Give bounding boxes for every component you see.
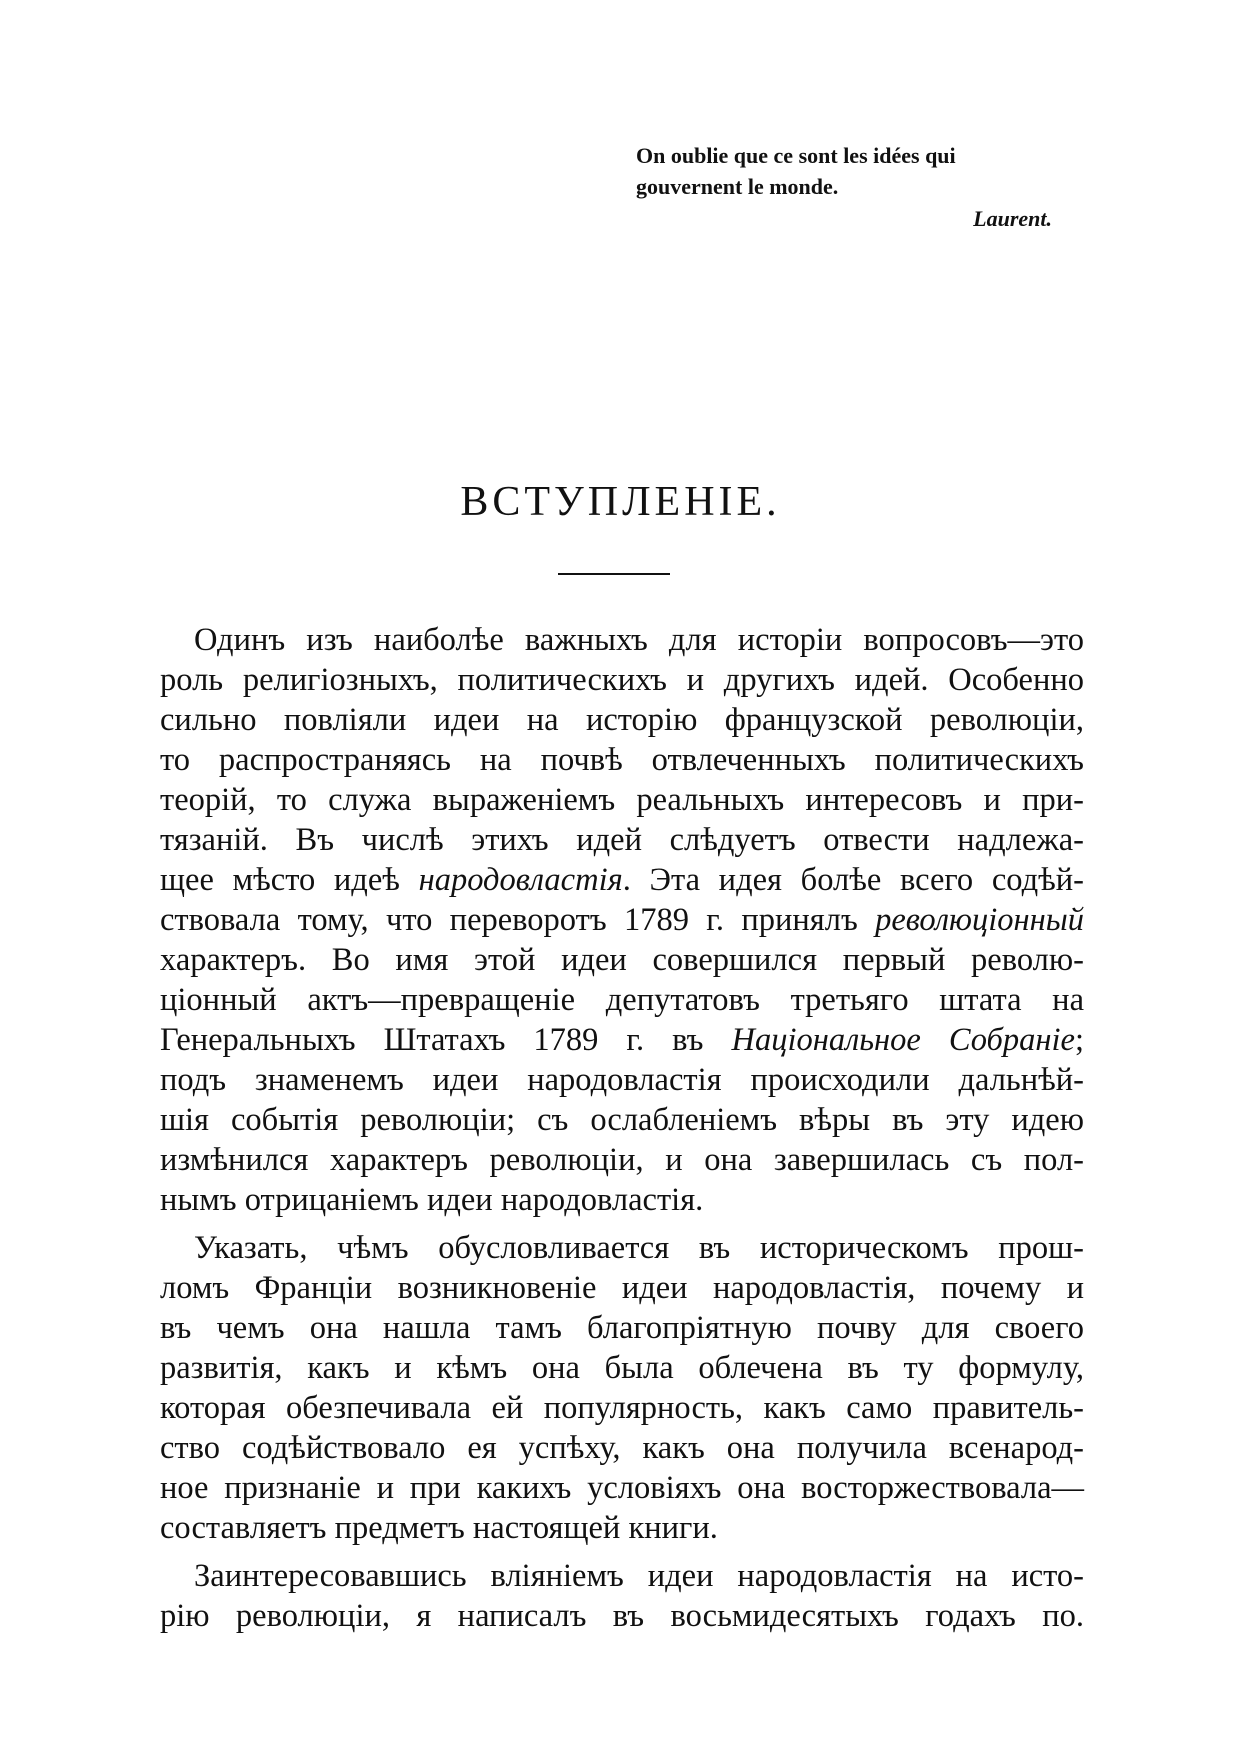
text-line: то распространяясь на почвѣ отвлеченныхъ политическихъ <box>160 742 1084 778</box>
epigraph-quote <box>636 140 1096 202</box>
emphasis: Національное Собраніе <box>731 1022 1075 1058</box>
text-line: ное признаніе и при какихъ условіяхъ она восторжествовала— <box>160 1470 1084 1506</box>
emphasis: революціонный <box>875 902 1084 938</box>
chapter-heading: ВСТУПЛЕНІЕ. <box>460 479 781 525</box>
text-line: рію революціи, я написалъ въ восьмидесятыхъ годахъ по. <box>160 1598 1084 1634</box>
paragraph <box>160 620 1084 1220</box>
text-line: Заинтересовавшись вліяніемъ идеи народовластія на исто- <box>194 1558 1084 1594</box>
text-line: ство содѣйствовало ея успѣху, какъ она получила всенарод- <box>160 1430 1084 1466</box>
text-line: теорій, то служа выраженіемъ реальныхъ интересовъ и при- <box>160 782 1084 818</box>
text-line: подъ знаменемъ идеи народовластія происходили дальнѣй- <box>160 1062 1084 1098</box>
text-line: сильно повліяли идеи на исторію французской революціи, <box>160 702 1084 738</box>
text-line: измѣнился характеръ революціи, и она завершилась съ пол- <box>160 1142 1084 1178</box>
text-line: составляетъ предметъ настоящей книги. <box>160 1510 718 1546</box>
paragraph-gap <box>160 1220 1084 1228</box>
paragraph <box>160 1556 1084 1636</box>
text-line: развитія, какъ и кѣмъ она была облечена въ ту формулу, <box>160 1350 1084 1386</box>
text-line: роль религіозныхъ, политическихъ и другихъ идей. Особенно <box>160 662 1084 698</box>
epigraph-author: Laurent. <box>973 206 1052 231</box>
body-text <box>160 620 1084 1636</box>
epigraph-quote-line: gouvernent le monde. <box>636 174 839 199</box>
text-line: тязаній. Въ числѣ этихъ идей слѣдуетъ отвести надлежа- <box>160 822 1084 858</box>
heading-divider <box>558 573 670 575</box>
paragraph-gap <box>160 1548 1084 1556</box>
emphasis: народовластія <box>418 862 623 898</box>
paragraph <box>160 1228 1084 1548</box>
text-line: нымъ отрицаніемъ идеи народовластія. <box>160 1182 704 1218</box>
epigraph-quote-line: On oublie que ce sont les idées qui <box>636 143 956 168</box>
text-line: характеръ. Во имя этой идеи совершился первый револю- <box>160 942 1084 978</box>
text-line: ствовала тому, что переворотъ 1789 г. принялъ революціонный <box>160 902 1084 938</box>
text-line: которая обезпечивала ей популярность, какъ само правитель- <box>160 1390 1084 1426</box>
text-line: въ чемъ она нашла тамъ благопріятную почву для своего <box>160 1310 1084 1346</box>
text-line: шія событія революціи; съ ослабленіемъ вѣры въ эту идею <box>160 1102 1084 1138</box>
text-line: ломъ Франціи возникновеніе идеи народовластія, почему и <box>160 1270 1084 1306</box>
text-line: Генеральныхъ Штатахъ 1789 г. въ Національное Собраніе; <box>160 1022 1085 1058</box>
epigraph <box>636 140 1096 234</box>
text-line: Указать, чѣмъ обусловливается въ историческомъ прош- <box>194 1230 1084 1266</box>
text-line: щее мѣсто идеѣ народовластія. Эта идея болѣе всего содѣй- <box>160 862 1084 898</box>
text-line: Одинъ изъ наиболѣе важныхъ для исторіи вопросовъ—это <box>194 622 1084 658</box>
text-line: ціонный актъ—превращеніе депутатовъ третьяго штата на <box>160 982 1084 1018</box>
